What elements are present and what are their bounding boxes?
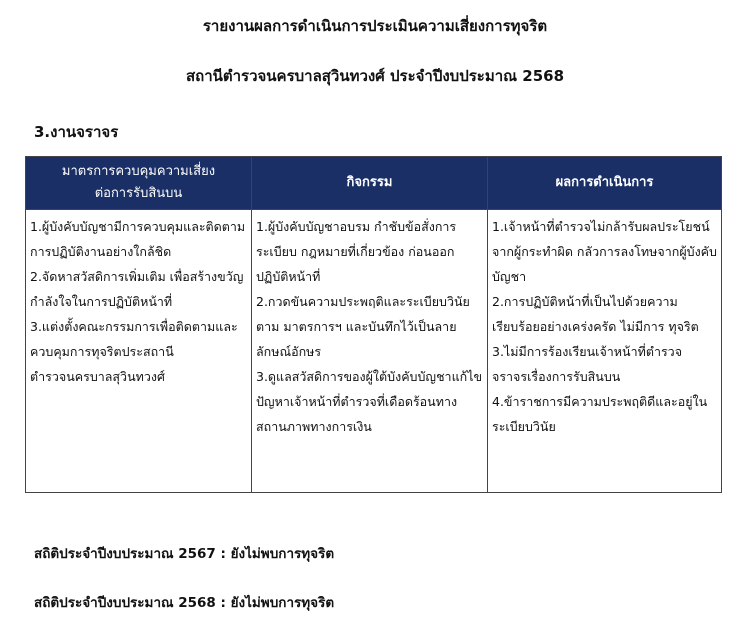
list-item: 2.การปฏิบัติหน้าที่เป็นไปด้วยความเรียบร้อยอย่างเคร่งครัด ไม่มีการ ทุจริต: [492, 294, 699, 334]
list-item: 1.ผู้บังคับบัญชามีการควบคุมและติดตามการปฏิบัติงานอย่างใกล้ชิด: [30, 219, 246, 259]
statistic-2567: สถิติประจำปีงบประมาณ 2567 : ยังไม่พบการทุจริต: [34, 546, 335, 562]
results-cell: [488, 210, 722, 493]
header-line: มาตรการควบคุมความเสี่ยง: [61, 164, 216, 179]
list-item: 3.แต่งตั้งคณะกรรมการเพื่อติดตามและควบคุมการทุจริตประสถานีตำรวจนครบาลสุวินทวงศ์: [30, 319, 238, 384]
table-row: [26, 210, 722, 493]
header-line: ต่อการรับสินบน: [94, 186, 183, 201]
list-item: 2.จัดหาสวัสดิการเพิ่มเติม เพื่อสร้างขวัญกำลังใจในการปฏิบัติหน้าที่: [30, 269, 244, 309]
list-item: 1.เจ้าหน้าที่ตำรวจไม่กล้ารับผลประโยชน์จากผู้กระทำผิด กลัวการลงโทษจากผู้บังคับบัญชา: [492, 219, 717, 284]
report-subtitle: สถานีตำรวจนครบาลสุวินทวงศ์ ประจำปีงบประมาณ 2568: [185, 67, 565, 85]
activities-cell: [252, 210, 488, 493]
list-item: 4.ข้าราชการมีความประพฤติดีและอยู่ในระเบียบวินัย: [492, 394, 708, 434]
list-item: 1.ผู้บังคับบัญชาอบรม กำชับข้อสั่งการระเบียบ กฎหมายที่เกี่ยวข้อง ก่อนออกปฏิบัติหน้าที่: [256, 219, 457, 284]
list-item: 3.ไม่มีการร้องเรียนเจ้าหน้าที่ตำรวจจราจรเรื่องการรับสินบน: [492, 344, 683, 384]
measures-cell: [26, 210, 252, 493]
table-header-row: [26, 157, 722, 210]
header-results: ผลการดำเนินการ: [488, 157, 722, 210]
list-item: 2.กวดขันความประพฤติและระเบียบวินัยตาม มาตรการฯ และบันทึกไว้เป็นลายลักษณ์อักษร: [256, 294, 470, 359]
header-activities: กิจกรรม: [252, 157, 488, 210]
statistic-2568: สถิติประจำปีงบประมาณ 2568 : ยังไม่พบการทุจริต: [34, 595, 335, 611]
report-title: รายงานผลการดำเนินการประเมินความเสี่ยงการทุจริต: [202, 17, 548, 35]
risk-control-table: [25, 156, 722, 493]
list-item: 3.ดูแลสวัสดิการของผู้ใต้บังคับบัญชาแก้ไขปัญหาเจ้าหน้าที่ตำรวจที่เดือดร้อนทางสถานภาพทางการเงิน: [256, 369, 483, 434]
header-risk-measures: [26, 157, 252, 210]
section-heading: 3.งานจราจร: [34, 123, 119, 141]
